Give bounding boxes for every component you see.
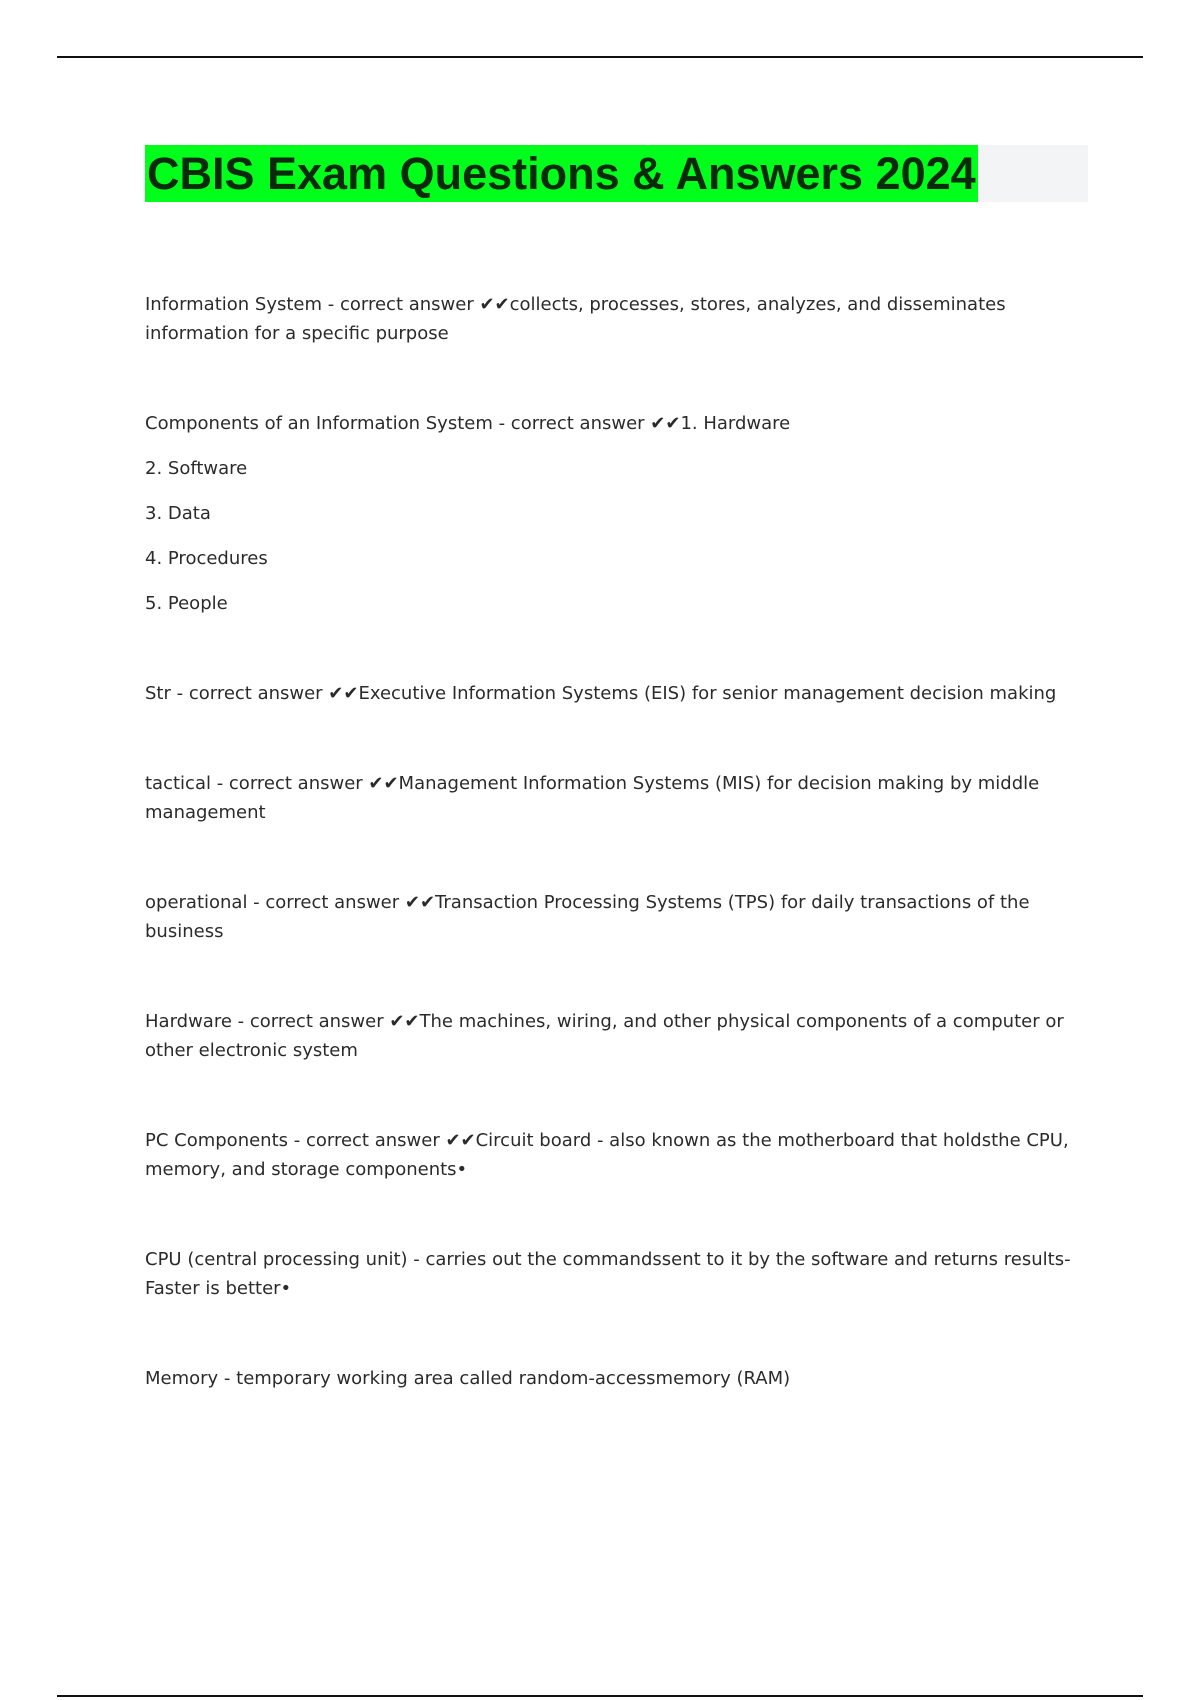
bottom-rule [57,1695,1143,1697]
entry-tactical: tactical - correct answer ✔✔Management Information Systems (MIS) for decision making by middle management [145,773,1040,823]
entry-operational: operational - correct answer ✔✔Transaction Processing Systems (TPS) for daily transactions of the business [145,892,1030,942]
title-bar [145,145,1088,202]
top-rule [57,56,1143,58]
entry-hardware: Hardware - correct answer ✔✔The machines, wiring, and other physical components of a computer or other electronic system [145,1011,1064,1061]
entry-component-people: 5. People [145,593,228,614]
entry-components: Components of an Information System - correct answer ✔✔1. Hardware [145,413,791,434]
entry-information-system: Information System - correct answer ✔✔collects, processes, stores, analyzes, and disseminates information for a specific purpose [145,294,1006,344]
entry-cpu: CPU (central processing unit) - carries out the commandssent to it by the software and returns results-Faster is better• [145,1249,1071,1299]
entry-component-data: 3. Data [145,503,211,524]
entry-strategic: Str - correct answer ✔✔Executive Information Systems (EIS) for senior management decision making [145,683,1057,704]
entry-pc-components: PC Components - correct answer ✔✔Circuit board - also known as the motherboard that holdsthe CPU, memory, and storage components• [145,1130,1069,1180]
document-body [145,290,1080,1393]
entry-component-procedures: 4. Procedures [145,548,268,569]
page-title: CBIS Exam Questions & Answers 2024 [145,145,978,202]
entry-component-software: 2. Software [145,458,248,479]
entry-memory: Memory - temporary working area called random-accessmemory (RAM) [145,1368,791,1389]
